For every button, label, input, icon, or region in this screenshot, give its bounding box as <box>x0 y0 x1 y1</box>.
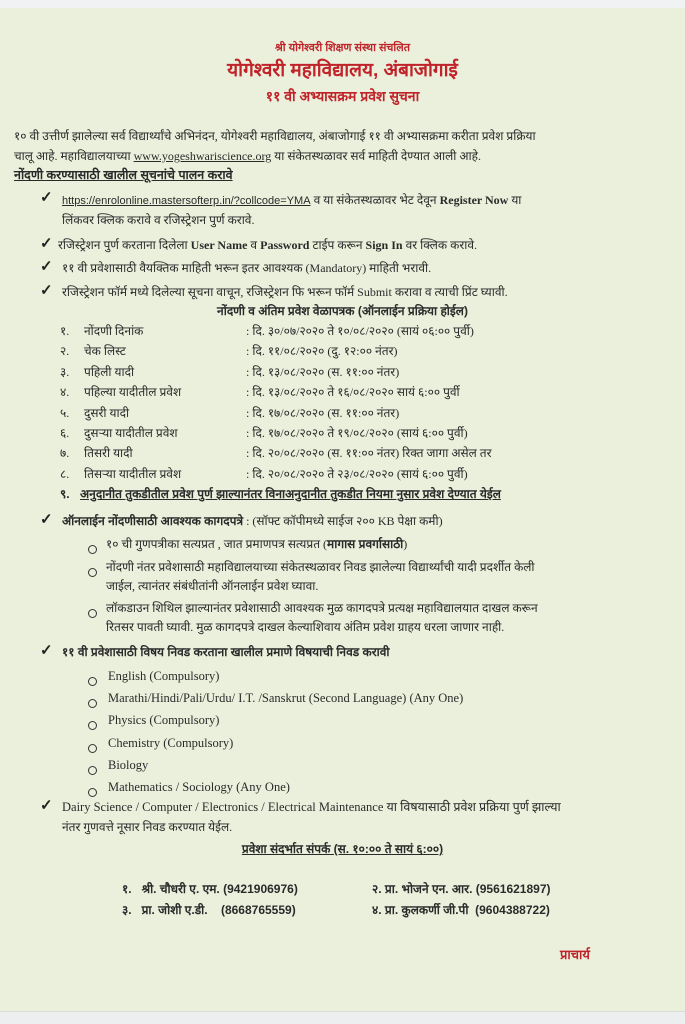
check-icon: ✓ <box>40 236 53 252</box>
schedule-row-number: १. <box>60 324 70 338</box>
circle-bullet-icon <box>88 541 97 559</box>
check-icon: ✓ <box>40 190 53 206</box>
step-3: ११ वी प्रवेशासाठी वैयक्तिक माहिती भरून इतर आवश्यक (Mandatory) माहिती भरावी. <box>62 261 432 275</box>
circle-bullet-icon <box>88 605 97 623</box>
schedule-row-number: ३. <box>60 365 70 379</box>
subject-item: Chemistry (Compulsory) <box>108 736 234 750</box>
schedule-row-value: : दि. २०/०८/२०२० (स. ११:०० नंतर) रिक्त जागा असेल तर <box>246 446 492 460</box>
intro-line-2 <box>14 147 481 165</box>
schedule-row-number: ५. <box>60 406 70 420</box>
circle-bullet-icon <box>88 740 97 758</box>
check-icon: ✓ <box>40 798 53 814</box>
society-name: श्री योगेश्वरी शिक्षण संस्था संचलित <box>275 42 410 54</box>
enrol-link[interactable]: https://enrolonline.mastersofterp.in/?collcode=YMA <box>62 195 311 207</box>
schedule-row-label: पहिल्या यादीतील प्रवेश <box>84 385 182 399</box>
step-2-end: वर क्लिक करावे. <box>402 238 478 252</box>
doc-1-text: १० ची गुणपत्रीका सत्यप्रत , जात प्रमाणपत्र सत्यप्रत ( <box>106 537 328 551</box>
documents-heading-bold: ऑनलाईन नोंदणीसाठी आवश्यक कागदपत्रे <box>62 514 244 528</box>
document-item-2-line-1: नोंदणी नंतर प्रवेशासाठी महाविद्यालयाच्या संकेतस्थळावर निवड झालेल्या विद्यार्थ्यांची यादी प्रदर्शीत केली <box>106 560 535 574</box>
sign-in-text: Sign In <box>365 238 403 252</box>
step-4: रजिस्ट्रेशन फॉर्म मध्ये दिलेल्या सूचना वाचून, रजिस्ट्रेशन फि भरून फॉर्म Submit करावा व त्याची प्रिंट घ्यावी. <box>62 285 508 299</box>
step-1 <box>62 191 521 210</box>
schedule-row-label: पहिली यादी <box>84 365 135 379</box>
contact-2: २. प्रा. भोजने एन. आर. (9561621897) <box>372 882 551 896</box>
contact-heading: प्रवेशा संदर्भात संपर्क (स. १०:०० ते सायं ६:००) <box>241 842 444 856</box>
subjects-heading: ११ वी प्रवेशासाठी विषय निवड करताना खालील प्रमाणे विषयाची निवड करावी <box>62 645 390 659</box>
document-item-2-line-2: जाईल, त्यानंतर संबंधीतांनी ऑनलाईन प्रवेश घ्यावा. <box>106 579 319 593</box>
check-icon: ✓ <box>40 259 53 275</box>
subject-item: Physics (Compulsory) <box>108 713 220 727</box>
schedule-row-label: नोंदणी दिनांक <box>84 324 144 338</box>
instructions-heading: नोंदणी करण्यासाठी खालील सूचनांचे पालन करावे <box>14 168 233 182</box>
schedule-row-number: ७. <box>60 446 70 460</box>
subject-item: English (Compulsory) <box>108 669 220 683</box>
step-1-end: या <box>508 193 522 207</box>
circle-bullet-icon <box>88 695 97 713</box>
check-icon: ✓ <box>40 643 53 659</box>
note-text: अनुदानीत तुकडीतील प्रवेश पुर्ण झाल्यानंतर विनाअनुदानीत तुकडीत नियमा नुसार प्रवेश देण्यात येईल <box>80 487 501 501</box>
document-item-3-line-1: लॉकडाउन शिथिल झाल्यानंतर प्रवेशासाठी आवश्यक मुळ कागदपत्रे प्रत्यक्ष महाविद्यालयात दाखल करून <box>106 601 538 615</box>
schedule-row-label: दुसऱ्या यादीतील प्रवेश <box>84 426 178 440</box>
schedule-note <box>60 485 501 503</box>
doc-1-end: ) <box>403 537 408 551</box>
note-number: ९. <box>60 487 70 501</box>
top-strip <box>0 0 685 8</box>
documents-heading <box>62 512 443 530</box>
password-text: Password <box>260 238 310 252</box>
register-now-text: Register Now <box>439 193 509 207</box>
schedule-row-value: : दि. २०/०८/२०२० ते २३/०८/२०२० (सायं ६:०० पुर्वी) <box>246 467 468 481</box>
check-icon: ✓ <box>40 283 53 299</box>
schedule-row-value: : दि. १३/०८/२०२० (स. ११:०० नंतर) <box>246 365 400 379</box>
vocational-line-1: Dairy Science / Computer / Electronics / Electrical Maintenance या विषयासाठी प्रवेश प्रक्रिया पुर्ण झाल्या <box>62 800 561 814</box>
schedule-row-number: ६. <box>60 426 70 440</box>
schedule-row-label: तिसऱ्या यादीतील प्रवेश <box>84 467 182 481</box>
schedule-row-number: २. <box>60 344 70 358</box>
schedule-row-value: : दि. १३/०८/२०२० ते १६/०८/२०२० सायं ६:०० पुर्वी <box>246 385 460 399</box>
schedule-row-label: दुसरी यादी <box>84 406 130 420</box>
circle-bullet-icon <box>88 564 97 582</box>
check-icon: ✓ <box>40 512 53 528</box>
step-2-type: टाईप करून <box>309 238 366 252</box>
vocational-line-2: नंतर गुणवत्ते नूसार निवड करण्यात येईल. <box>62 820 233 834</box>
subject-item: Marathi/Hindi/Pali/Urdu/ I.T. /Sanskrut (Second Language) (Any One) <box>108 691 464 705</box>
schedule-row-value: : दि. ३०/०७/२०२० ते १०/०८/२०२० (सायं ०६:०० पुर्वी) <box>246 324 474 338</box>
website-link[interactable]: www.yogeshwariscience.org <box>133 149 272 163</box>
step-2-text: रजिस्ट्रेशन पुर्ण करताना दिलेला <box>58 238 191 252</box>
step-2-and: व <box>247 238 261 252</box>
step-2 <box>58 236 477 254</box>
step-1-text: व या संकेतस्थळावर भेट देवून <box>310 193 440 207</box>
contact-1: १. श्री. चौधरी ए. एम. (9421906976) <box>122 882 298 896</box>
schedule-row-value: : दि. १७/०८/२०२० ते १९/०८/२०२० (सायं ६:०० पुर्वी) <box>246 426 468 440</box>
contact-3: ३. प्रा. जोशी ए.डी. (8668765559) <box>122 903 296 917</box>
schedule-row-number: ८. <box>60 467 70 481</box>
circle-bullet-icon <box>88 673 97 691</box>
documents-heading-rest: : (सॉफ्ट कॉपीमध्ये साईज २०० KB पेक्षा कमी) <box>243 514 443 528</box>
college-name: योगेश्वरी महाविद्यालय, अंबाजोगाई <box>227 60 458 81</box>
subject-item: Biology <box>108 758 149 772</box>
intro-text-end: या संकेतस्थळावर सर्व माहिती देण्यात आली आहे. <box>271 149 482 163</box>
bottom-strip <box>0 1012 685 1024</box>
intro-line-1: १० वी उत्तीर्ण झालेल्या सर्व विद्यार्थ्यांचे अभिनंदन, योगेश्वरी महाविद्यालय, अंबाजोगाई ११ वी अभ्यासक्रमा करीता प्रवेश प्रक्रिया <box>14 129 536 143</box>
schedule-row-value: : दि. १७/०८/२०२० (स. ११:०० नंतर) <box>246 406 400 420</box>
principal-signature: प्राचार्य <box>560 947 590 962</box>
document-item-3-line-2: रितसर पावती घ्यावी. मुळ कागदपत्रे दाखल केल्याशिवाय अंतिम प्रवेश ग्राहय धरला जाणार नाही. <box>106 620 505 634</box>
schedule-row-label: तिसरी यादी <box>84 446 133 460</box>
document-item-1 <box>106 535 407 553</box>
user-name-text: User Name <box>190 238 248 252</box>
doc-1-bold: मागास प्रवर्गासाठी <box>327 537 404 551</box>
schedule-row-number: ४. <box>60 385 70 399</box>
schedule-title: नोंदणी व अंतिम प्रवेश वेळापत्रक (ऑनलाईन प्रक्रिया होईल) <box>217 304 468 318</box>
step-1-line-2: लिंकवर क्लिक करावे व रजिस्ट्रेशन पुर्ण करावे. <box>62 213 255 227</box>
notice-title: ११ वी अभ्यासक्रम प्रवेश सुचना <box>265 88 420 104</box>
circle-bullet-icon <box>88 717 97 735</box>
schedule-row-value: : दि. ११/०८/२०२० (दु. १२:०० नंतर) <box>246 344 398 358</box>
contact-4: ४. प्रा. कुलकर्णी जी.पी (9604388722) <box>372 903 550 917</box>
circle-bullet-icon <box>88 762 97 780</box>
subject-item: Mathematics / Sociology (Any One) <box>108 780 290 794</box>
schedule-row-label: चेक लिस्ट <box>84 344 126 358</box>
intro-text: चालू आहे. महाविद्यालयाच्या <box>14 149 134 163</box>
